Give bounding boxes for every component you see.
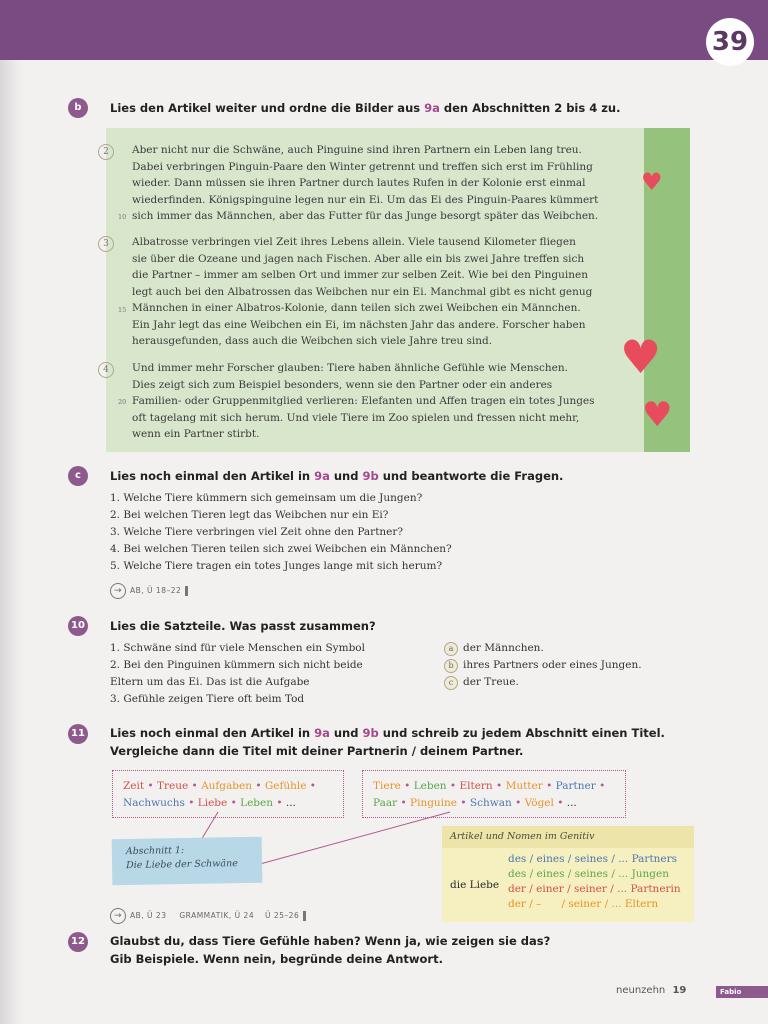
reference-text: Ü 25–26 [265,911,300,920]
heading-text: Lies noch einmal den Artikel in [110,469,315,483]
keyword: Treue [156,780,189,792]
sentence-start: 1. Schwäne sind für viele Menschen ein Symbol [110,642,365,654]
keyword: Vögel [524,797,554,809]
bullet-separator: • [397,797,411,809]
article-line: Männchen in einer Albatros-Kolonie, dann teilen sich zwei Weibchen ein Männchen. [132,302,581,314]
keyword: Mutter [505,780,543,792]
keyword: Paar [373,797,398,809]
footer-number: 19 [672,985,687,996]
keyword: Schwan [469,797,512,809]
connector-line [260,812,450,864]
task-badge-10: 10 [68,616,88,636]
bullet-separator: • [595,780,606,792]
reference-text: AB, Ü 18–22 [130,586,182,595]
bullet-separator: • [511,797,525,809]
bullet-separator: • [188,780,202,792]
note-line: Die Liebe der Schwäne [125,858,238,872]
article-line: wieder. Dann müssen sie ihren Partner durch lautes Rufen in der Kolonie erst einmal [132,177,586,189]
bullet-separator: • [492,780,506,792]
keyword: Tiere [373,780,401,792]
exercise-ref: 9a [314,469,330,483]
question-item: 3. Welche Tiere verbringen viel Zeit ohne den Partner? [110,526,404,538]
task-10-heading: Lies die Satzteile. Was passt zusammen? [110,619,376,633]
paragraph-number: 4 [98,362,114,378]
keyword: Pinguine [410,797,458,809]
question-item: 2. Bei welchen Tieren legt das Weibchen nur ein Ei? [110,509,389,521]
option-letter: b [444,659,458,673]
bullet-separator: • [553,797,567,809]
example-title-note [112,837,263,886]
article-line: sich immer das Männchen, aber das Futter für das Junge besorgt später das Weibchen. [132,210,599,222]
exercise-ref: 9b [362,469,379,483]
question-item: 4. Bei welchen Tieren teilen sich zwei Weibchen ein Männchen? [110,543,452,555]
grammar-row: der / einer / seiner / ... Partnerin [508,883,681,895]
bullet-separator: • [542,780,556,792]
article-line: sie über die Ozeane und jagen nach Fischen. Aber alle ein bis zwei Jahre treffen sich [132,252,585,265]
heading-text: und [329,469,363,483]
heart-icon: ♥ [620,330,662,384]
keyword: Liebe [197,797,228,809]
option-text: der Männchen. [463,642,544,654]
article-line: Dabei verbringen Pinguin-Paare den Winter getrennt und treffen sich erst im Frühling [132,160,593,173]
sentence-start: Eltern um das Ei. Das ist die Aufgabe [110,676,310,688]
arrow-right-icon: → [110,908,126,924]
option-text: ihres Partners oder eines Jungen. [463,659,642,671]
footer-word: neunzehn [616,985,666,996]
heart-icon: ♥ [641,168,663,196]
article-line: Und immer mehr Forscher glauben: Tiere haben ähnliche Gefühle wie Menschen. [132,362,568,374]
keyword: Leben [413,780,447,792]
bullet-separator: • [446,780,460,792]
heading-text: und schreib zu jedem Abschnitt einen Titel. [378,726,665,740]
keyword: Partner [555,780,596,792]
heading-line: Vergleiche dann die Titel mit deiner Partnerin / deinem Partner. [110,744,524,758]
page-footer [616,985,686,996]
bullet-separator: • [184,797,198,809]
sentence-start: 2. Bei den Pinguinen kümmern sich nicht beide [110,659,363,671]
option-letter: c [444,676,458,690]
heading-text: Lies den Artikel weiter und ordne die Bilder aus [110,101,425,115]
article-line: legt auch bei den Albatrossen das Weibchen nur ein Ei. Manchmal gibt es nicht genug [132,285,593,298]
keyword: Gefühle [264,780,307,792]
question-item: 1. Welche Tiere kümmern sich gemeinsam um die Jungen? [110,492,423,504]
heading-line: Gib Beispiele. Wenn nein, begründe deine Antwort. [110,952,443,966]
exercise-ref: 9a [424,101,440,115]
footer-tag: Fabio [716,986,768,998]
article-line: wiederfinden. Königspinguine legen nur ein Ei. Um das Ei des Pinguin-Paares kümmert [132,193,599,206]
question-item: 5. Welche Tiere tragen ein totes Junges lange mit sich herum? [110,560,443,572]
keyword: Leben [240,797,273,809]
grammar-box-title: Artikel und Nomen im Genitiv [442,826,694,848]
article-line: wenn ein Partner stirbt. [132,428,260,440]
page-number: 39 [706,18,754,66]
article-line: Dies zeigt sich zum Beispiel besonders, wenn sie den Partner oder ein anderes [132,378,553,391]
arrow-right-icon: → [110,583,126,599]
article-line: die Partner – immer am selben Ort und immer zur selben Zeit. Wie bei den Pinguinen [132,269,589,281]
exercise-ref: 9b [362,726,379,740]
line-number: 15 [118,306,127,314]
article-line: herausgefunden, dass auch die Weibchen sich viele Jahre treu sind. [132,335,493,347]
article-line: Albatrosse verbringen viel Zeit ihres Lebens allein. Viele tausend Kilometer fliegen [132,236,576,248]
article-line: Ein Jahr legt das eine Weibchen ein Ei, im nächsten Jahr das andere. Forscher haben [132,318,586,331]
paragraph-number: 2 [98,144,114,160]
keyword: ... [285,797,296,809]
bullet-separator: • [457,797,470,809]
keyword: Eltern [459,780,493,792]
divider [303,911,306,921]
grammar-rows [508,852,681,912]
article-line: oft tagelang mit sich herum. Und viele Tiere im Zoo spielen und fressen nicht mehr, [132,411,580,424]
paragraph-number: 3 [98,236,114,252]
line-number: 20 [118,398,127,406]
heading-text: und beantworte die Fragen. [378,469,564,483]
bullet-separator: • [306,780,316,792]
workbook-reference[interactable] [110,908,306,924]
grammar-row: des / eines / seines / ... Partners [508,853,678,865]
bullet-separator: • [144,780,157,792]
reference-text: AB, Ü 23 [130,911,167,920]
heading-line: Glaubst du, dass Tiere Gefühle haben? Wenn ja, wie zeigen sie das? [110,934,551,948]
article-line: Familien- oder Gruppenmitglied verlieren: Elefanten und Affen tragen ein totes Junges [132,395,595,407]
keyword: ... [566,797,577,809]
task-12-heading [110,932,550,968]
sentence-start: 3. Gefühle zeigen Tiere oft beim Tod [110,693,305,705]
note-line: Abschnitt 1: [125,845,185,858]
heading-text: Lies noch einmal den Artikel in [110,726,315,740]
keyword: Nachwuchs [123,797,185,809]
line-number: 10 [118,213,127,221]
bullet-separator: • [400,780,414,792]
option-letter: a [444,642,458,656]
grammar-row: der / – / seiner / ... Eltern [508,898,659,910]
heading-text: den Abschnitten 2 bis 4 zu. [439,101,621,115]
bullet-separator: • [273,797,286,809]
article-line: Aber nicht nur die Schwäne, auch Pinguine sind ihren Partnern ein Leben lang treu. [132,144,582,156]
bullet-separator: • [251,780,265,792]
task-badge-b: b [68,98,88,118]
grammar-prefix: die Liebe [450,879,500,891]
task-badge-11: 11 [68,724,88,744]
exercise-ref: 9a [314,726,330,740]
keyword: Aufgaben [201,780,252,792]
reference-text: GRAMMATIK, Ü 24 [179,911,255,920]
grammar-row: des / eines / seines / ... Jungen [508,868,670,880]
task-badge-c: c [68,466,88,486]
task-badge-12: 12 [68,932,88,952]
option-text: der Treue. [463,676,519,688]
bullet-separator: • [227,797,241,809]
keyword: Zeit [123,780,145,792]
heading-text: und [329,726,363,740]
heart-icon: ♥ [642,395,673,435]
